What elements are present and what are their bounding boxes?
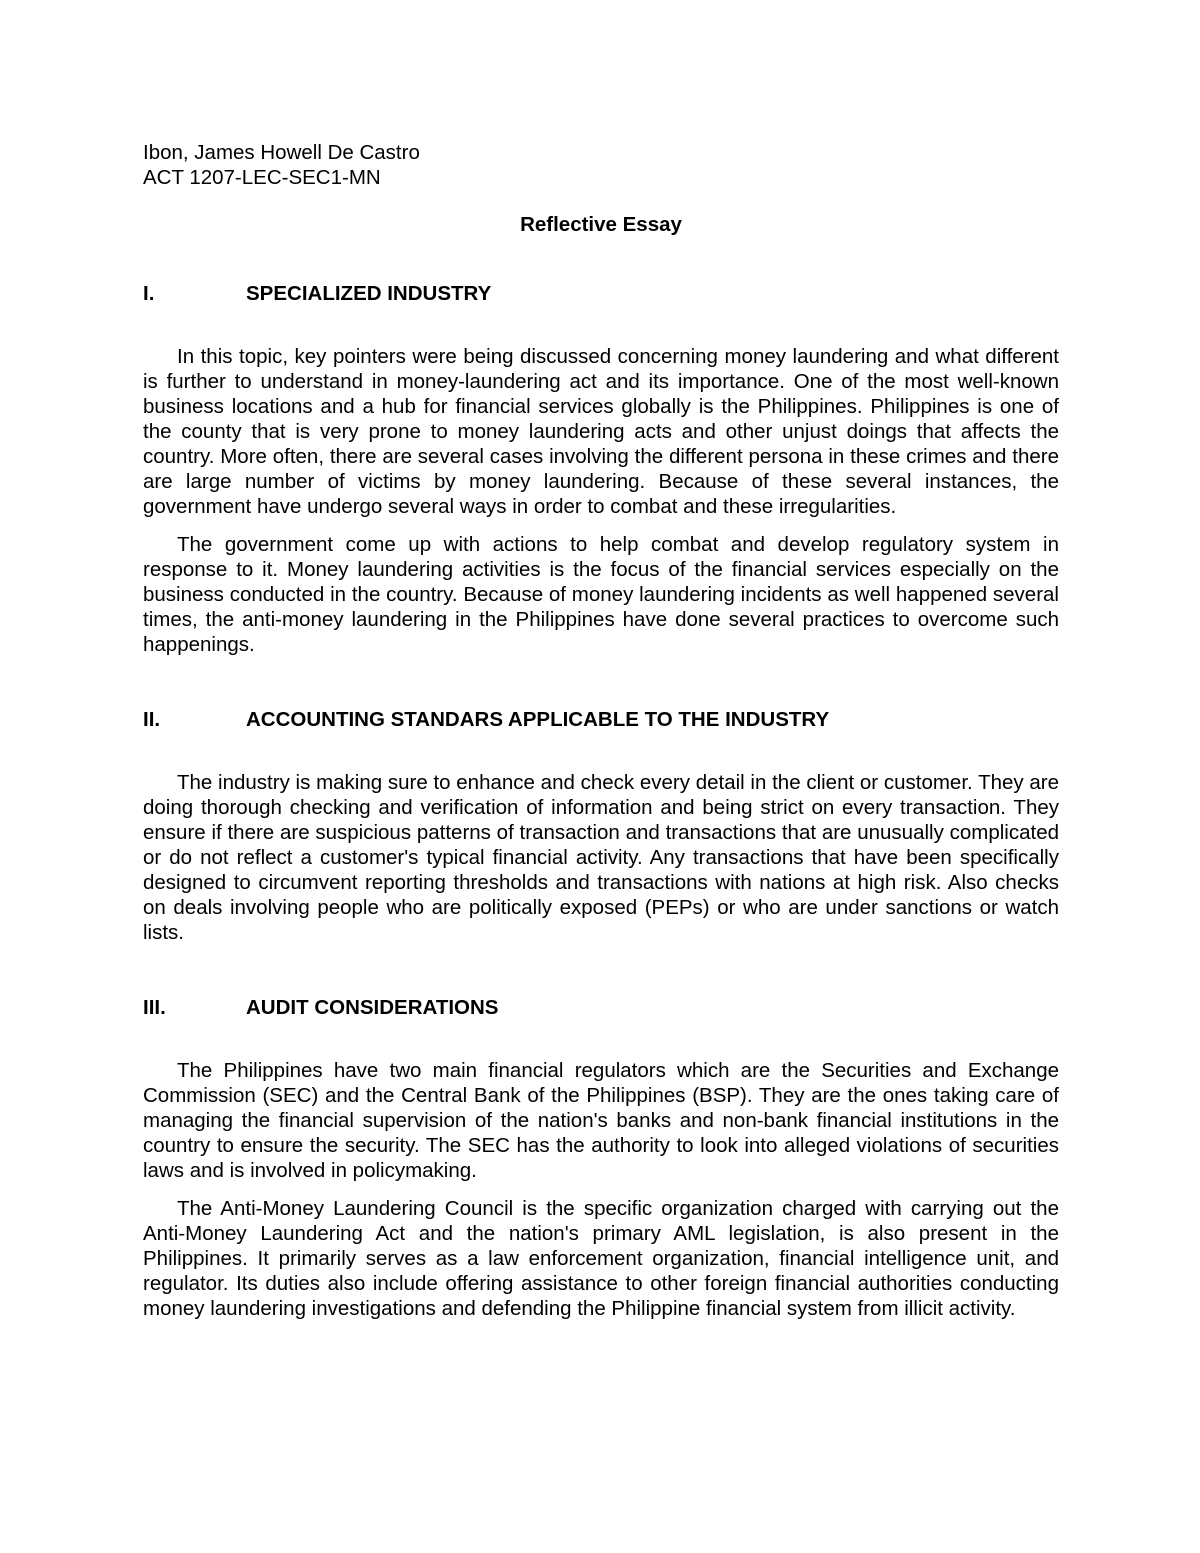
- document-content: [143, 140, 1059, 1321]
- section-title: ACCOUNTING STANDARS APPLICABLE TO THE INDUSTRY: [246, 708, 830, 731]
- section-title: AUDIT CONSIDERATIONS: [246, 996, 499, 1019]
- section-heading-audit-considerations: [143, 995, 1059, 1020]
- document-title: Reflective Essay: [520, 213, 682, 236]
- section-number: III.: [143, 996, 166, 1019]
- paragraph: The Philippines have two main financial regulators which are the Securities and Exchange Commission (SEC) and the Central Bank of the Philippines (BSP). They are the ones taking care of managing the financial supervision of the nation's banks and non-bank financial institutions in the country to ensure the security. The SEC has the authority to look into alleged violations of securities laws and is involved in policymaking.: [143, 1059, 1059, 1182]
- section-heading-specialized-industry: [143, 281, 1059, 306]
- paragraph: The government come up with actions to help combat and develop regulatory system in response to it. Money laundering activities is the focus of the financial services especially on the business conducted in the country. Because of money laundering incidents as well happened several times, the anti-money laundering in the Philippines have done several practices to overcome such happenings.: [143, 533, 1059, 656]
- paragraph: The Anti-Money Laundering Council is the specific organization charged with carrying out the Anti-Money Laundering Act and the nation's primary AML legislation, is also present in the Philippines. It primarily serves as a law enforcement organization, financial intelligence unit, and regulator. Its duties also include offering assistance to other foreign financial authorities conducting money laundering investigations and defending the Philippine financial system from illicit activity.: [143, 1197, 1059, 1320]
- section-title: SPECIALIZED INDUSTRY: [246, 282, 492, 305]
- paragraph: In this topic, key pointers were being discussed concerning money laundering and what different is further to understand in money-laundering act and its importance. One of the most well-known business locations and a hub for financial services globally is the Philippines. Philippines is one of the county that is very prone to money laundering acts and other unjust doings that affects the country. More often, there are several cases involving the different persona in these crimes and there are large number of victims by money laundering. Because of these several instances, the government have undergo several ways in order to combat and these irregularities.: [143, 345, 1059, 518]
- section-number: I.: [143, 282, 155, 305]
- course-code: ACT 1207-LEC-SEC1-MN: [143, 166, 381, 189]
- section-heading-accounting-standards: [143, 707, 1059, 732]
- author-name: Ibon, James Howell De Castro: [143, 141, 420, 164]
- section-number: II.: [143, 708, 161, 731]
- paragraph: The industry is making sure to enhance and check every detail in the client or customer. They are doing thorough checking and verification of information and being strict on every transaction. They ensure if there are suspicious patterns of transaction and transactions that are unusually complicated or do not reflect a customer's typical financial activity. Any transactions that have been specifically designed to circumvent reporting thresholds and transactions with nations at high risk. Also checks on deals involving people who are politically exposed (PEPs) or who are under sanctions or watch lists.: [143, 771, 1059, 944]
